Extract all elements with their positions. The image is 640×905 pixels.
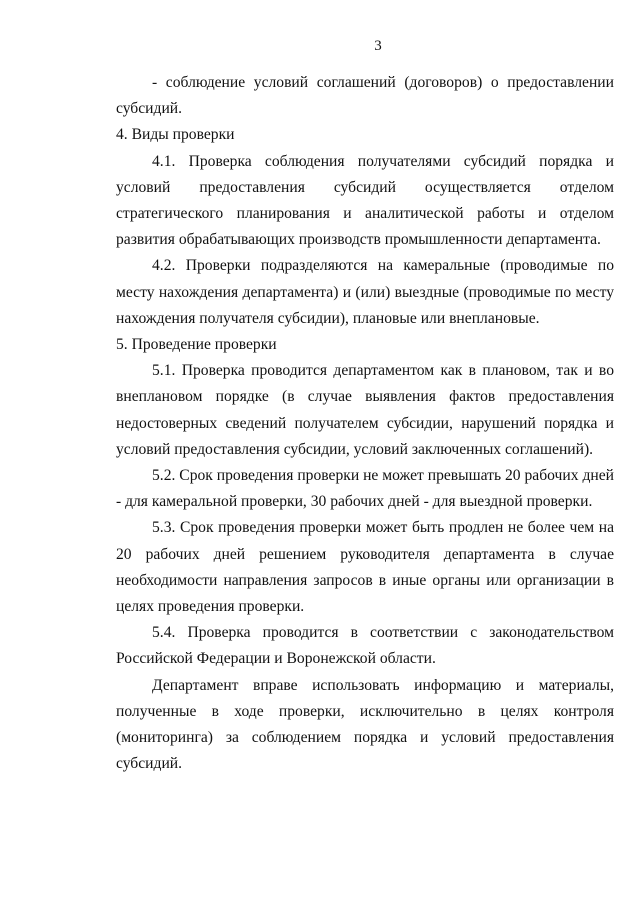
paragraph-5-3: 5.3. Срок проведения проверки может быть продлен не более чем на 20 рабочих дней решением руководителя департамента в случае необходимости направления запросов в иные органы или организации в целях проведения проверки. — [116, 519, 614, 616]
paragraph-4-2: 4.2. Проверки подразделяются на камеральные (проводимые по месту нахождения департамента) и (или) выездные (проводимые по месту нахождения получателя субсидии), плановые или внеплановые. — [116, 257, 614, 327]
paragraph-4-1: 4.1. Проверка соблюдения получателями субсидий порядка и условий предоставления субсидий осуществляется отделом стратегического планирования и аналитической работы и отделом развития обрабатывающих производств промышленности департамента. — [116, 152, 614, 249]
paragraph-5-2: 5.2. Срок проведения проверки не может превышать 20 рабочих дней - для камеральной проверки, 30 рабочих дней - для выездной проверки. — [116, 467, 614, 511]
document-body — [116, 70, 614, 777]
page-number: 3 — [374, 38, 382, 54]
paragraph-5-4: 5.4. Проверка проводится в соответствии с законодательством Российской Федерации и Воронежской области. — [116, 624, 614, 668]
paragraph-intro: - соблюдение условий соглашений (договоров) о предоставлении субсидий. — [116, 74, 614, 118]
section-5-heading: 5. Проведение проверки — [116, 336, 277, 354]
paragraph-final: Департамент вправе использовать информацию и материалы, полученные в ходе проверки, исключительно в целях контроля (мониторинга) за соблюдением порядка и условий предоставления субсидий. — [116, 676, 614, 773]
paragraph-5-1: 5.1. Проверка проводится департаментом как в плановом, так и во внеплановом порядке (в случае выявления фактов предоставления недостоверных сведений получателем субсидии, нарушений порядка и условий предоставления субсидии, условий заключенных соглашений). — [116, 362, 614, 458]
section-4-heading: 4. Виды проверки — [116, 126, 235, 144]
